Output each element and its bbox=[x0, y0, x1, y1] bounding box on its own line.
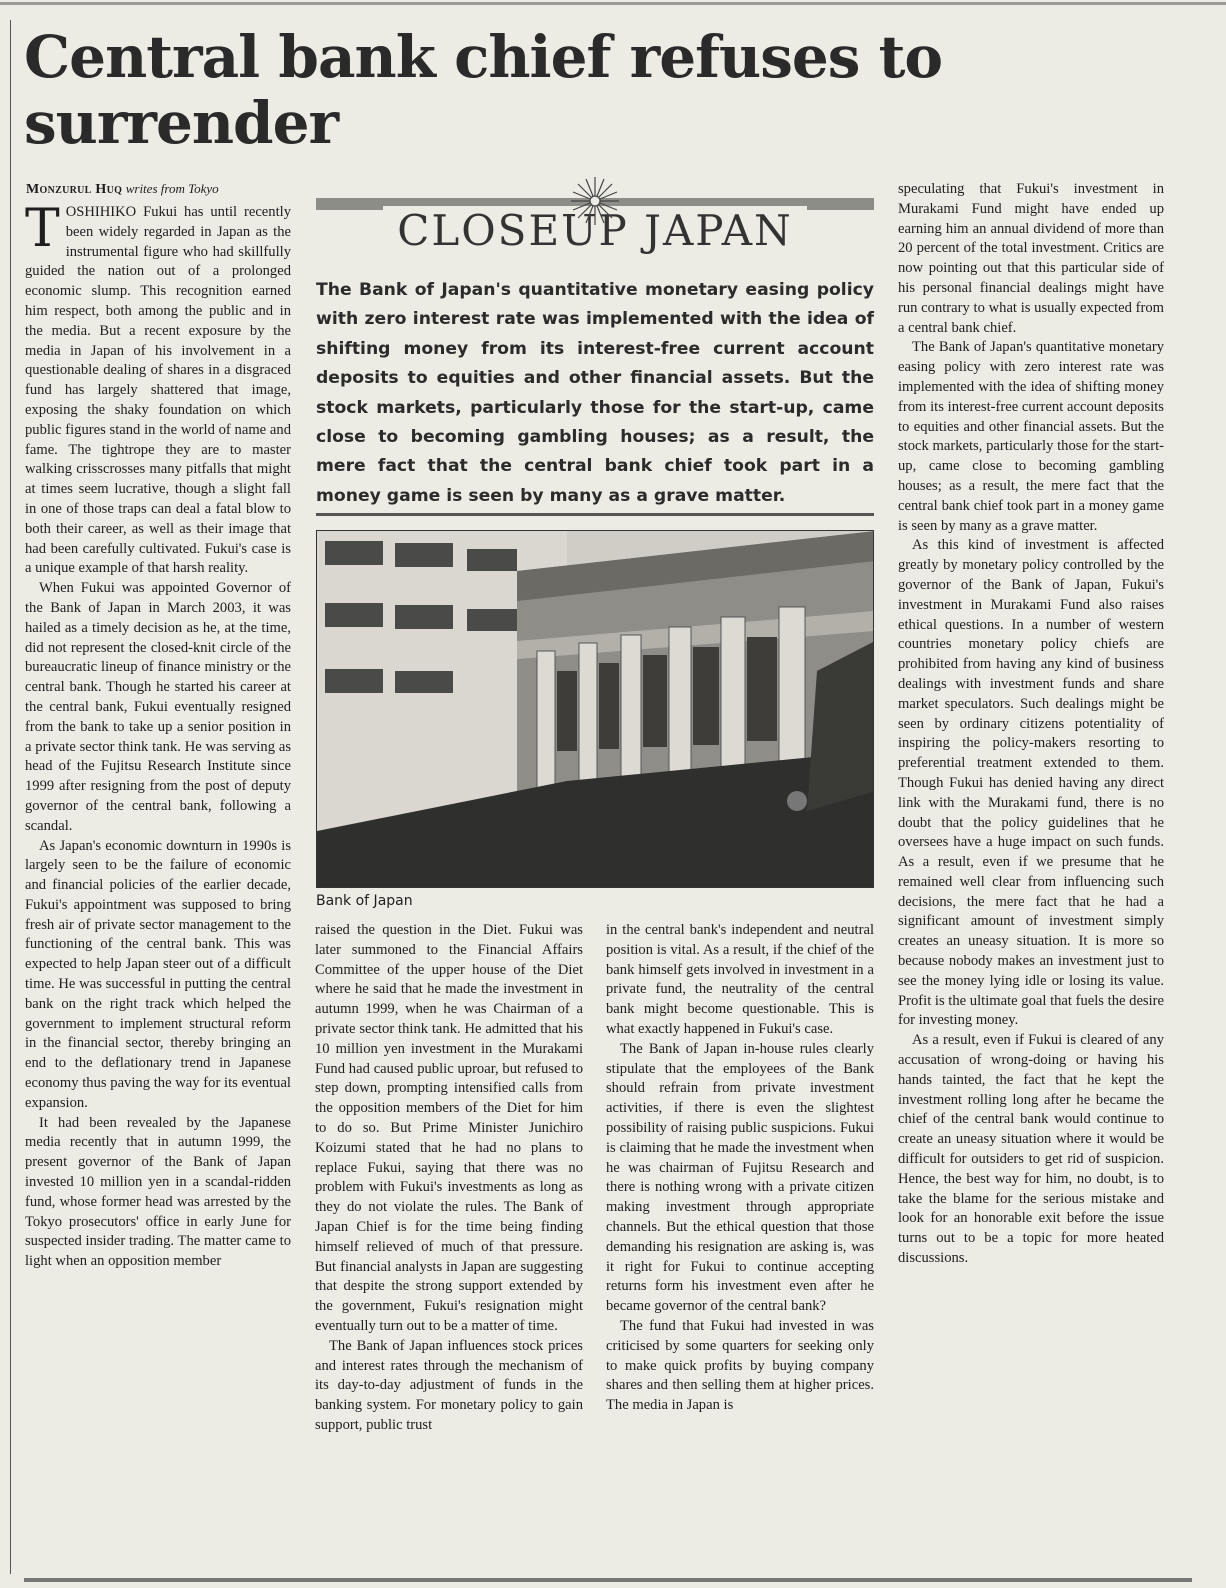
building-illustration bbox=[317, 531, 874, 888]
sunburst-icon bbox=[570, 176, 620, 226]
paragraph: As Japan's economic downturn in 1990s is largely seen to be the failure of economic and financial policies of the earlier decade, Fukui's appointment was supposed to bring fresh air of private sector management to the functioning of the central bank. This was expected to help Japan steer out of a difficult time. He was successful in putting the central bank on the right track which helped the government to implement structural reform in the financial sector, thereby bringing an end to the deflationary trend in Japanese economy thus paving the way for its eventual expansion. bbox=[25, 837, 291, 1111]
article-column-2 bbox=[315, 921, 583, 1436]
paragraph: As a result, even if Fukui is cleared of any accusation of wrong-doing or having his hands tainted, the fact that he kept the investment rolling long after he became the chief of the central bank would continue to create an uneasy situation where it would be difficult for outsiders to get rid of suspicion. Hence, the best way for him, no doubt, is to take the blame for the serious mistake and look for an honorable exit before the issue turns out to be a topic for more heated discussions. bbox=[898, 1032, 1164, 1267]
article-column-3 bbox=[606, 921, 874, 1416]
paragraph: The fund that Fukui had invested in was criticised by some quarters for seeking only to make quick profits by buying company shares and then selling them at higher prices. The media in Japan is bbox=[606, 1317, 874, 1414]
left-column-rule bbox=[10, 20, 11, 1574]
top-rule bbox=[0, 2, 1226, 5]
article-column-1 bbox=[25, 199, 291, 1272]
photo-caption: Bank of Japan bbox=[316, 893, 413, 909]
headline: Central bank chief refuses to surrender bbox=[24, 23, 943, 157]
paragraph: The Bank of Japan's quantitative monetary easing policy with zero interest rate was implemented with the idea of shifting money from its interest-free current account deposits to equities and other financial assets. But the stock markets, particularly those for the start-up, came close to becoming gambling houses; as a result, the mere fact that the central bank chief took part in a money game is seen by many as a grave matter. bbox=[898, 339, 1164, 534]
paragraph: The Bank of Japan in-house rules clearly stipulate that the employees of the Bank should refrain from private investment activities, if there is even the slightest possibility of raising public suspicions. Fukui is claiming that he made the investment when he was chairman of Fujitsu Research and there is nothing wrong with a private citizen making investment through appropriate channels. But the ethical question that those demanding his resignation are asking is, was it right for Fukui to continue accepting returns form his investment even after he became governor of the central bank? bbox=[606, 1040, 874, 1315]
byline-location: writes from Tokyo bbox=[125, 181, 219, 196]
standfirst-rule bbox=[316, 513, 874, 516]
banner-title: CLOSEUP JAPAN bbox=[316, 206, 874, 255]
paragraph: It had been revealed by the Japanese media recently that in autumn 1999, the present governor of the Bank of Japan invested 10 million yen in a scandal-ridden fund, whose former head was arrested by the Tokyo prosecutors' office in early June for suspected insider trading. The matter came to light when an opposition member bbox=[25, 1114, 291, 1270]
byline-author: Monzurul Huq bbox=[26, 182, 123, 197]
paragraph: As this kind of investment is affected greatly by monetary policy controlled by the governor of the Bank of Japan, Fukui's investment in Murakami Fund also raises ethical questions. In a number of western countries monetary policy chiefs are prohibited from having any kind of business dealings with investment funds and share market speculators. Such dealings might be seen by ordinary citizens potentiality of inspiring the policy-makers resorting to preferential treatment extended to them. Though Fukui has denied having any direct link with the Murakami fund, there is no doubt that the policy guidelines that he oversees have a huge impact on such funds. As a result, even if we presume that he remained well clear from influencing such decisions, the mere fact that he had a significant amount of investment simply creates an uneasy situation. It is more so because nobody makes an investment just to see the money lying idle or losing its value. Profit is the ultimate goal that fuels the desire for investing money. bbox=[898, 537, 1164, 1029]
standfirst: The Bank of Japan's quantitative monetary easing policy with zero interest rate was implemented with the idea of shifting money from its interest-free current account deposits to equities and other financial assets. But the stock markets, particularly those for the start-up, came close to becoming gambling houses; as a result, the mere fact that the central bank chief took part in a money game is seen by many as a grave matter. bbox=[316, 280, 874, 506]
paragraph: in the central bank's independent and neutral position is vital. As a result, if the chief of the bank himself gets involved in investment in a private fund, the neutrality of the central bank might become questionable. This is what exactly happened in Fukui's case. bbox=[606, 922, 874, 1037]
drop-cap: T bbox=[25, 199, 60, 259]
paragraph: TOSHIHIKO Fukui has until recently been widely regarded in Japan as the instrumental figure who had skillfully guided the nation out of a prolonged economic slump. This recognition earned him respect, both among the public and in the media. But a recent exposure by the media in Japan of his involvement in a questionable dealing of shares in a disgraced fund has largely shattered that image, exposing the shaky foundation on which public figures stand in the world of name and fame. The tightrope they are to master walking crisscrosses many pitfalls that might at times seem lucrative, though a slight fall in one of those traps can deal a fatal blow to both their career, as well as their image that had been carefully cultivated. Fukui's case is a unique example of that harsh reality. bbox=[25, 199, 291, 577]
paragraph: speculating that Fukui's investment in Murakami Fund might have ended up earning him an annual dividend of more than 20 percent of the total investment. Critics are now pointing out that this particular side of his personal financial dealings might have run contrary to what is usually expected from a central bank chief. bbox=[898, 181, 1164, 336]
bank-of-japan-photo bbox=[316, 530, 874, 888]
paragraph: raised the question in the Diet. Fukui was later summoned to the Financial Affairs Committee of the upper house of the Diet where he said that he made the investment in autumn 1999, when he was Chairman of a private sector think tank. He admitted that his 10 million yen investment in the Murakami Fund had caused public uproar, but refused to step down, prompting intensified calls from the opposition members of the Diet for him to do so. But Prime Minister Junichiro Koizumi stated that he had no plans to replace Fukui, saying that there was no problem with Fukui's investments as long as they do not violate the rules. The Bank of Japan Chief is for the time being finding himself relieved of much of that pressure. But financial analysts in Japan are suggesting that despite the strong support extended by the government, Fukui's resignation might eventually turn out to be a matter of time. bbox=[315, 922, 583, 1334]
closeup-japan-banner bbox=[316, 176, 874, 276]
paragraph: When Fukui was appointed Governor of the Bank of Japan in March 2003, it was hailed as a timely decision as he, at the time, did not represent the closed-knit circle of the bureaucratic lineup of finance ministry or the central bank. Though he started his career at the central bank, Fukui eventually resigned from the bank to take up a senior position in a private sector think tank. He was serving as head of the Fujitsu Research Institute since 1999 after resigning from the post of deputy governor of the central bank, following a scandal. bbox=[25, 580, 291, 834]
byline bbox=[26, 181, 296, 198]
article-column-4 bbox=[898, 180, 1164, 1269]
bottom-rule bbox=[24, 1578, 1192, 1582]
paragraph: The Bank of Japan influences stock prices and interest rates through the mechanism of its day-to-day adjustment of funds in the banking system. For monetary policy to gain support, public trust bbox=[315, 1337, 583, 1433]
